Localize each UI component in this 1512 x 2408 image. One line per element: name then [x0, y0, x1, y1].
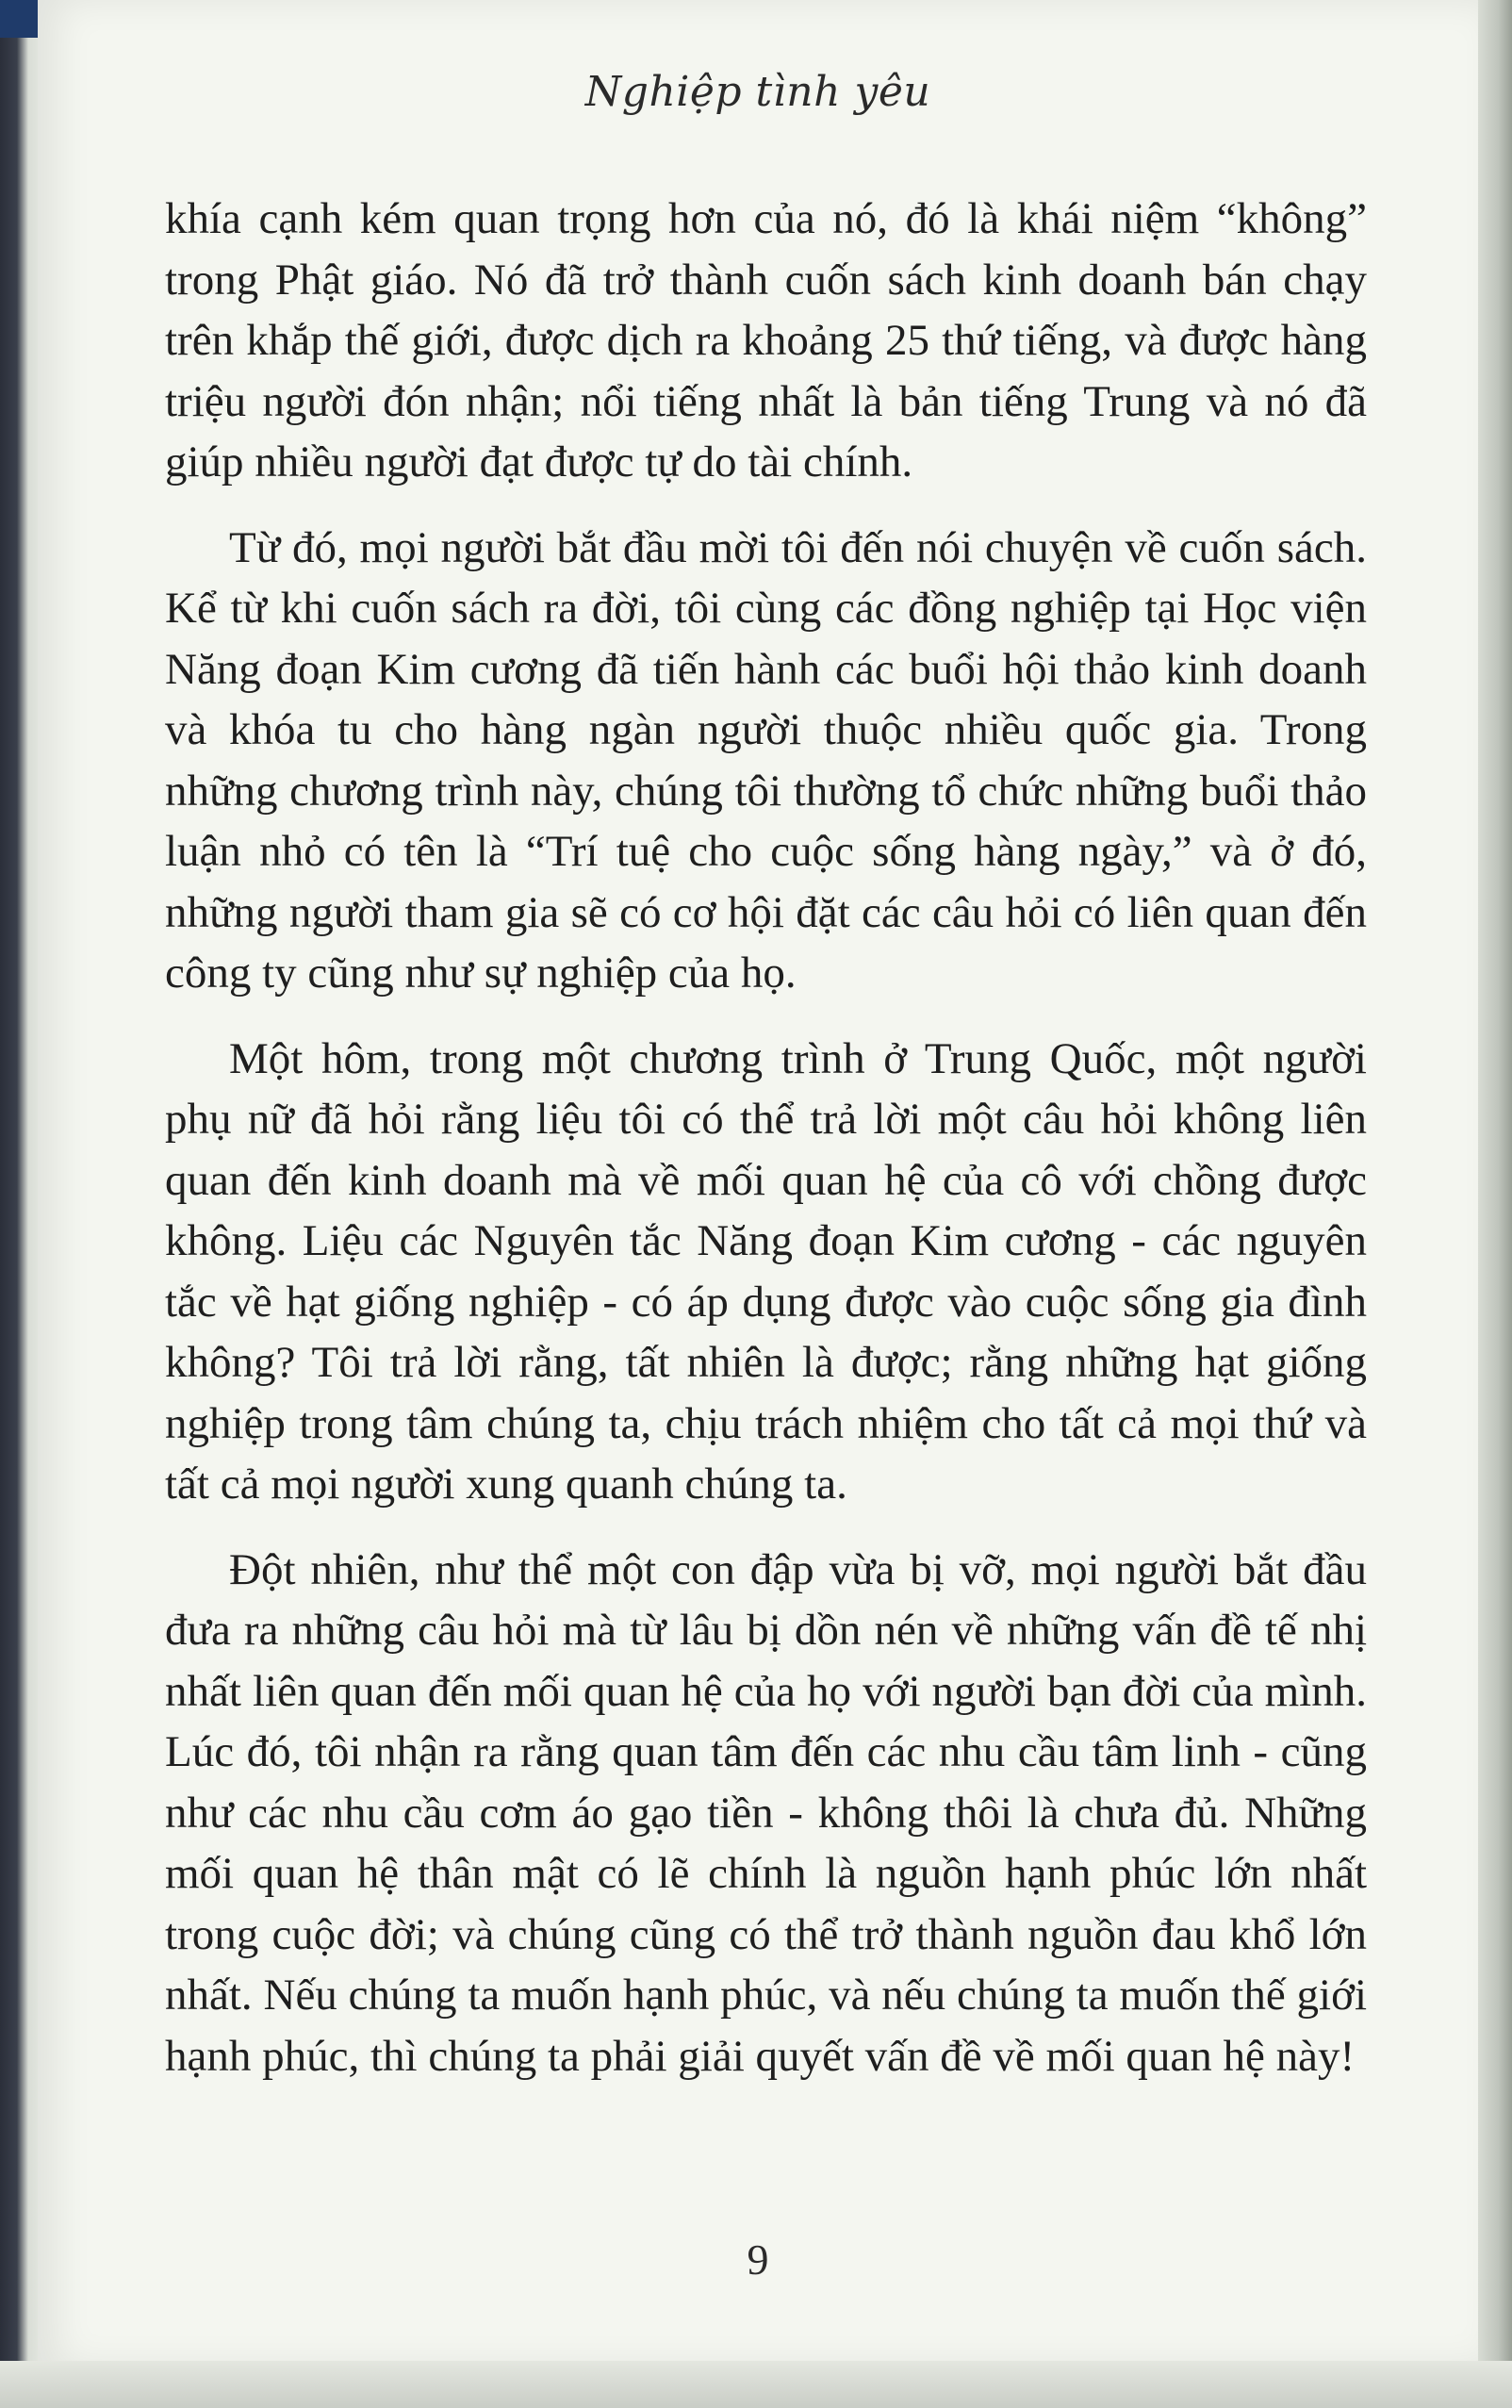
page-edge: [1478, 0, 1512, 2408]
paragraph-1: khía cạnh kém quan trọng hơn của nó, đó là khái niệm “không” trong Phật giáo. Nó đã trở thành cuốn sách kinh doanh bán chạy trên khắp thế giới, được dịch ra khoảng 25 thứ tiếng, và được hàng triệu người đón nhận; nổi tiếng nhất là bản tiếng Trung và nó đã giúp nhiều người đạt được tự do tài chính.: [165, 194, 1367, 487]
body-text: [165, 189, 1367, 2111]
book-page: [38, 0, 1478, 2367]
table-surface: [0, 2361, 1512, 2408]
running-header: Nghiệp tình yêu: [584, 68, 931, 116]
paragraph-4: Đột nhiên, như thể một con đập vừa bị vỡ, mọi người bắt đầu đưa ra những câu hỏi mà từ lâu bị dồn nén về những vấn đề tế nhị nhất liên quan đến mối quan hệ của họ với người bạn đời của mình. Lúc đó, tôi nhận ra rằng quan tâm đến các nhu cầu tâm linh - cũng như các nhu cầu cơm áo gạo tiền - không thôi là chưa đủ. Những mối quan hệ thân mật có lẽ chính là nguồn hạnh phúc lớn nhất trong cuộc đời; và chúng cũng có thể trở thành nguồn đau khổ lớn nhất. Nếu chúng ta muốn hạnh phúc, và nếu chúng ta muốn thế giới hạnh phúc, thì chúng ta phải giải quyết vấn đề về mối quan hệ này!: [165, 1544, 1367, 2081]
page-number: 9: [747, 2235, 769, 2284]
paragraph-3: Một hôm, trong một chương trình ở Trung Quốc, một người phụ nữ đã hỏi rằng liệu tôi có thể trả lời một câu hỏi không liên quan đến kinh doanh mà về mối quan hệ của cô với chồng được không. Liệu các Nguyên tắc Năng đoạn Kim cương - các nguyên tắc về hạt giống nghiệp - có áp dụng được vào cuộc sống gia đình không? Tôi trả lời rằng, tất nhiên là được; rằng những hạt giống nghiệp trong tâm chúng ta, chịu trách nhiệm cho tất cả mọi thứ và tất cả mọi người xung quanh chúng ta.: [165, 1033, 1367, 1509]
paragraph-2: Từ đó, mọi người bắt đầu mời tôi đến nói chuyện về cuốn sách. Kể từ khi cuốn sách ra đời, tôi cùng các đồng nghiệp tại Học viện Năng đoạn Kim cương đã tiến hành các buổi hội thảo kinh doanh và khóa tu cho hàng ngàn người thuộc nhiều quốc gia. Trong những chương trình này, chúng tôi thường tổ chức những buổi thảo luận nhỏ có tên là “Trí tuệ cho cuộc sống hàng ngày,” và ở đó, những người tham gia sẽ có cơ hội đặt các câu hỏi có liên quan đến công ty cũng như sự nghiệp của họ.: [165, 522, 1367, 998]
